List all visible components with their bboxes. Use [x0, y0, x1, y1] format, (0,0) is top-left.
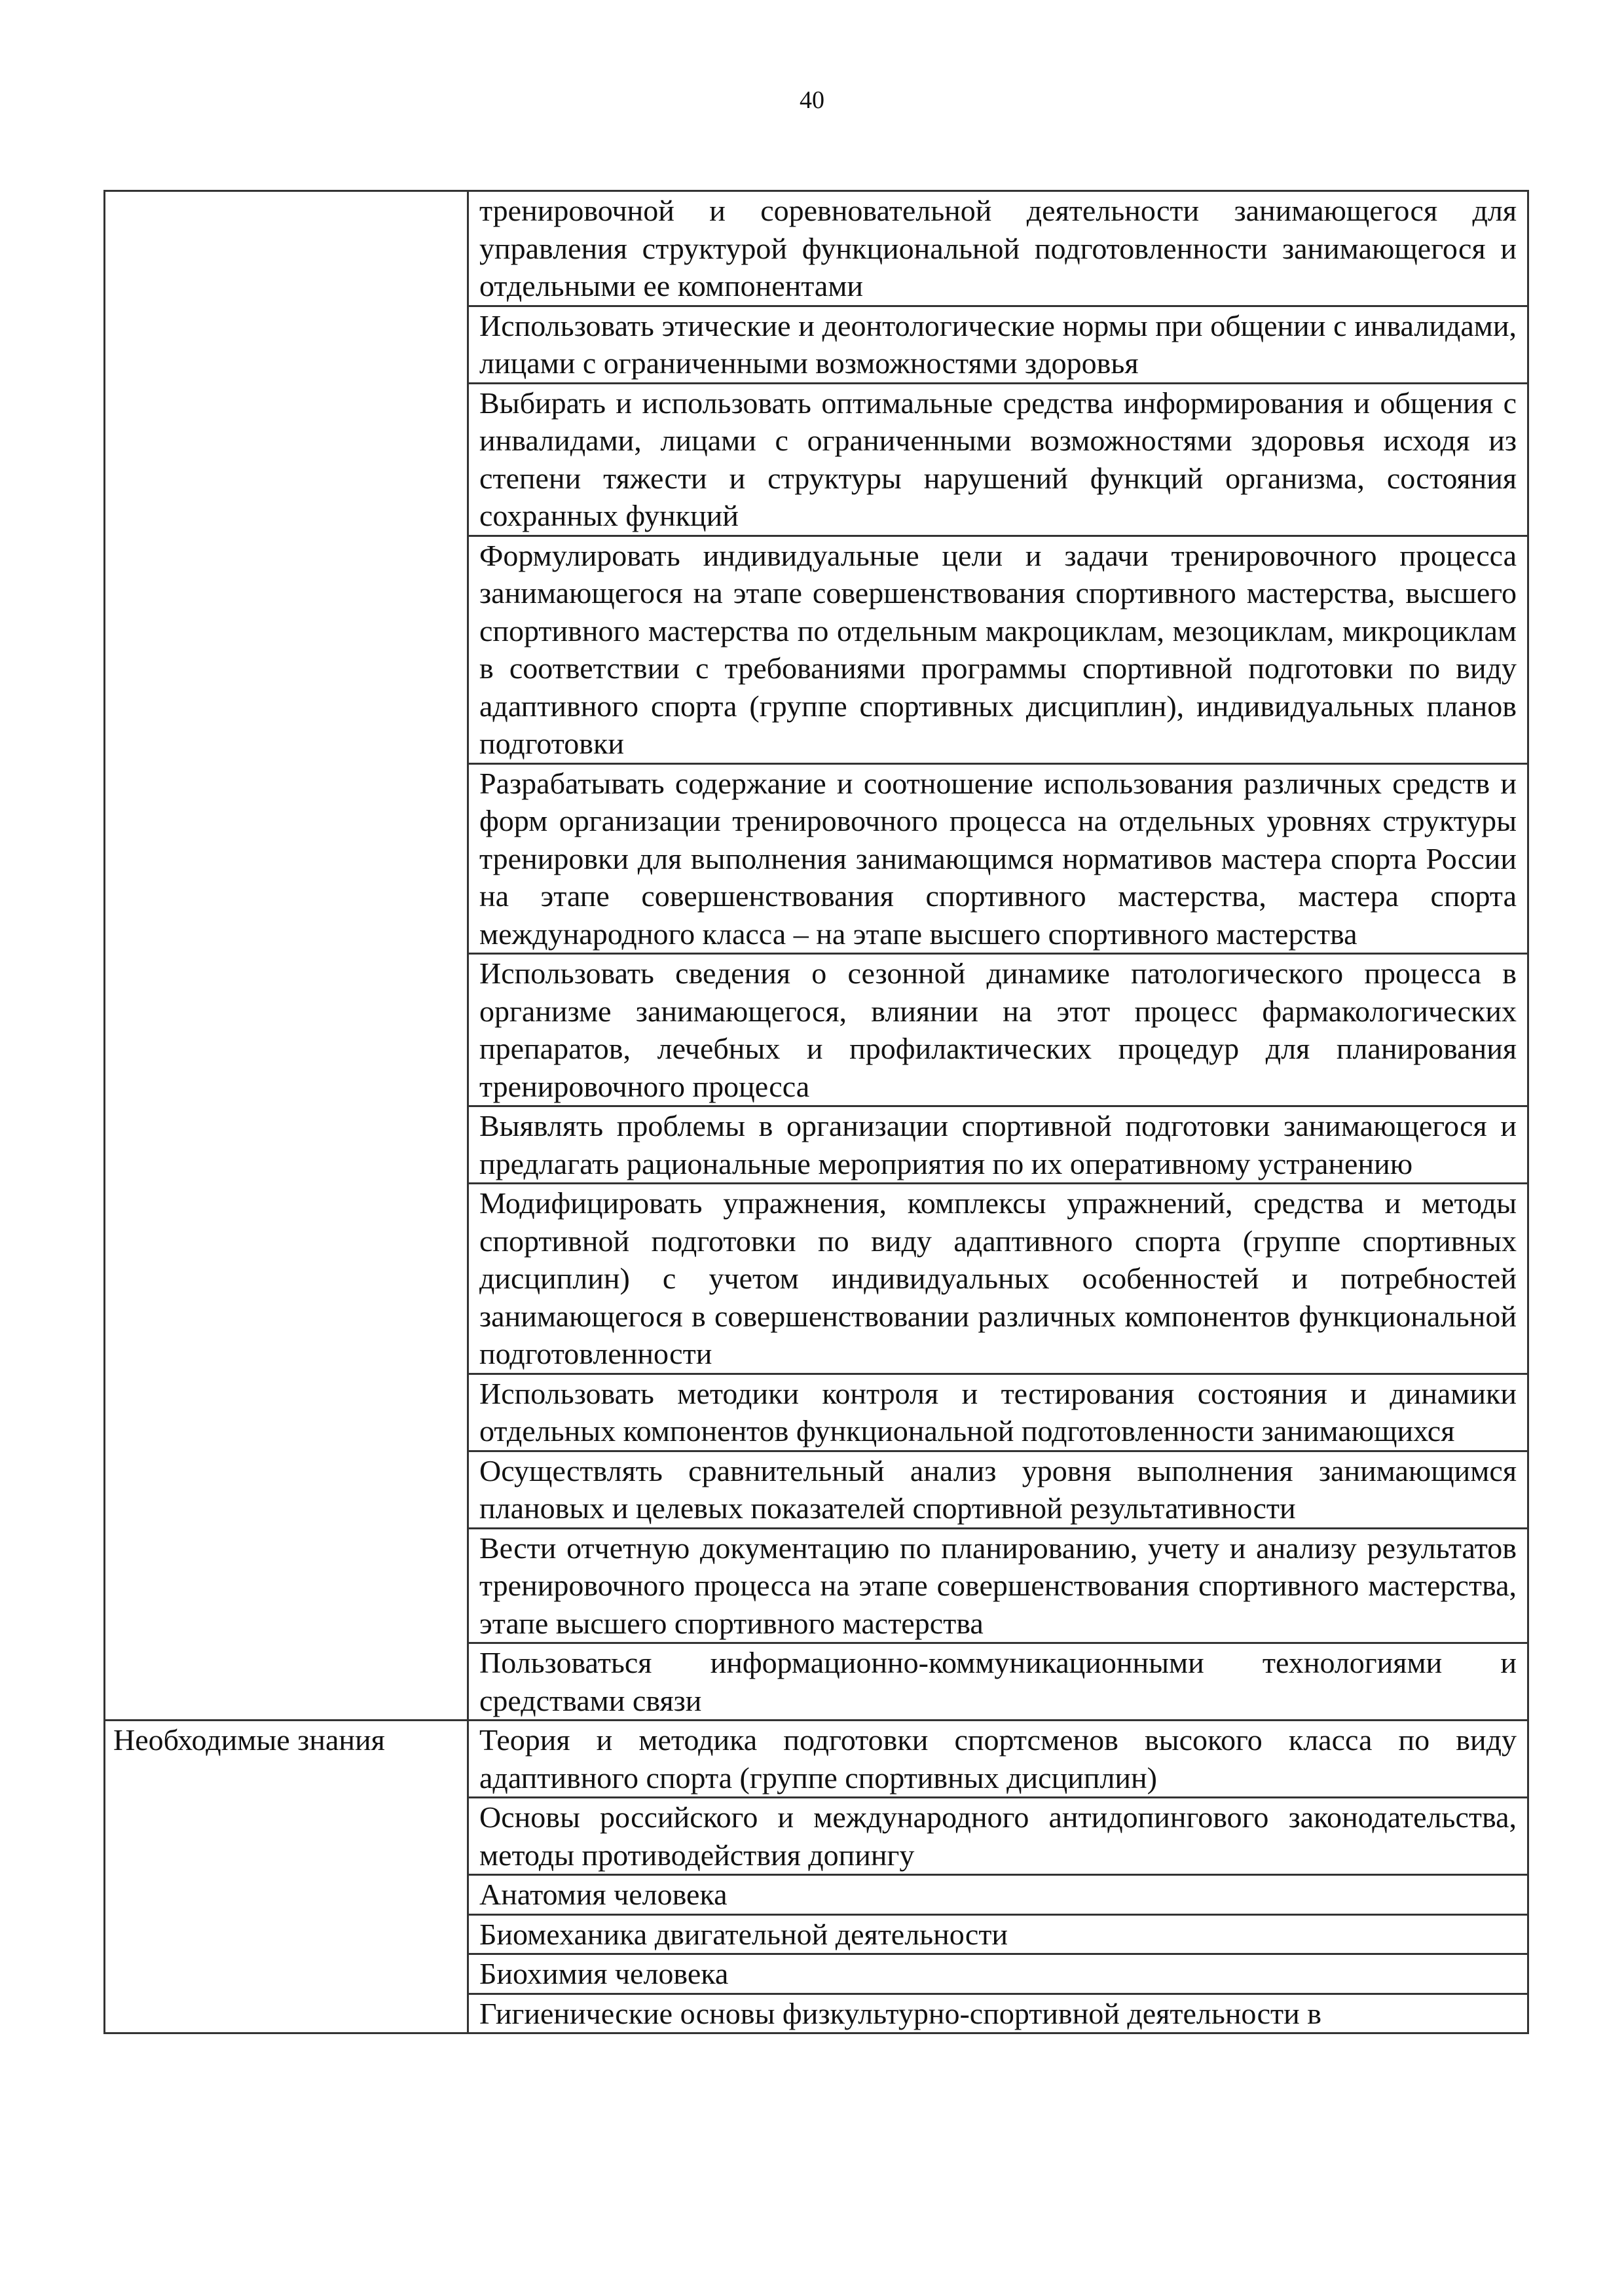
section-label-knowledge: Необходимые знания: [105, 1721, 468, 2033]
table-cell: [468, 1528, 1528, 1643]
table-cell: [468, 1914, 1528, 1954]
table-cell: [468, 191, 1528, 306]
skill-item: тренировочной и соревновательной деятельности занимающегося для управления структурой функциональной подготовленности занимающегося и отдельными ее компонентами: [479, 194, 1517, 302]
skill-item: Выбирать и использовать оптимальные средства информирования и общения с инвалидами, лицами с ограниченными возможностями здоровья исходя из степени тяжести и структуры нарушений функций организма, состояния сохранных функций: [479, 386, 1517, 532]
table-cell: [468, 1798, 1528, 1875]
skill-item: Формулировать индивидуальные цели и задачи тренировочного процесса занимающегося на этапе совершенствования спортивного мастерства, высшего спортивного мастерства по отдельным макроциклам, мезоциклам, микроциклам в соответствии с требованиями программы спортивной подготовки по виду адаптивного спорта (группе спортивных дисциплин), индивидуальных планов подготовки: [479, 538, 1517, 760]
table-cell: [468, 763, 1528, 954]
knowledge-item: Анатомия человека: [479, 1878, 728, 1911]
table-cell: [468, 1184, 1528, 1374]
skill-item: Модифицировать упражнения, комплексы упражнений, средства и методы спортивной подготовки по виду адаптивного спорта (группе спортивных дисциплин) с учетом индивидуальных особенностей и потребностей занимающегося в совершенствовании различных компонентов функциональной подготовленности: [479, 1186, 1517, 1370]
skill-item: Использовать сведения о сезонной динамике патологического процесса в организме занимающегося, влиянии на этот процесс фармакологических препаратов, лечебных и профилактических процедур для планирования тренировочного процесса: [479, 957, 1517, 1103]
table-cell: [468, 1994, 1528, 2033]
skill-item: Выявлять проблемы в организации спортивной подготовки занимающегося и предлагать рациональные мероприятия по их оперативному устранению: [479, 1109, 1517, 1180]
table-cell: [468, 1875, 1528, 1915]
table-cell: [468, 1106, 1528, 1184]
section-label-skills: [105, 191, 468, 1721]
table-cell: [468, 536, 1528, 763]
skill-item: Вести отчетную документацию по планированию, учету и анализу результатов тренировочного процесса на этапе совершенствования спортивного мастерства, этапе высшего спортивного мастерства: [479, 1531, 1517, 1640]
skill-item: Осуществлять сравнительный анализ уровня выполнения занимающимся плановых и целевых показателей спортивной результативности: [479, 1453, 1517, 1525]
skill-item: Пользоваться информационно-коммуникационными технологиями и средствами связи: [479, 1646, 1517, 1717]
table-row: [105, 191, 1528, 306]
page-number: 40: [800, 86, 824, 114]
knowledge-item: Биомеханика двигательной деятельности: [479, 1917, 1008, 1951]
table-cell: [468, 1374, 1528, 1451]
table-cell: [468, 1451, 1528, 1528]
knowledge-item: Гигиенические основы физкультурно-спортивной деятельности в: [479, 1996, 1321, 2030]
table-cell: [468, 1954, 1528, 1994]
table-row: [105, 1721, 1528, 1798]
knowledge-item: Теория и методика подготовки спортсменов высокого класса по виду адаптивного спорта (группе спортивных дисциплин): [479, 1723, 1517, 1795]
knowledge-item: Основы российского и международного антидопингового законодательства, методы противодействия допингу: [479, 1800, 1517, 1872]
skill-item: Использовать этические и деонтологические нормы при общении с инвалидами, лицами с ограниченными возможностями здоровья: [479, 308, 1517, 380]
skill-item: Разрабатывать содержание и соотношение использования различных средств и форм организации тренировочного процесса на отдельных уровнях структуры тренировки для выполнения занимающимся нормативов мастера спорта России на этапе совершенствования спортивного мастерства, мастера спорта международного класса – на этапе высшего спортивного мастерства: [479, 766, 1517, 951]
table-cell: [468, 383, 1528, 536]
table-cell: [468, 954, 1528, 1106]
skill-item: Использовать методики контроля и тестирования состояния и динамики отдельных компонентов функциональной подготовленности занимающихся: [479, 1376, 1517, 1448]
table-cell: [468, 1643, 1528, 1721]
knowledge-item: Биохимия человека: [479, 1957, 729, 1990]
table-cell: [468, 306, 1528, 383]
table-cell: [468, 1721, 1528, 1798]
requirements-table: [103, 190, 1529, 2034]
